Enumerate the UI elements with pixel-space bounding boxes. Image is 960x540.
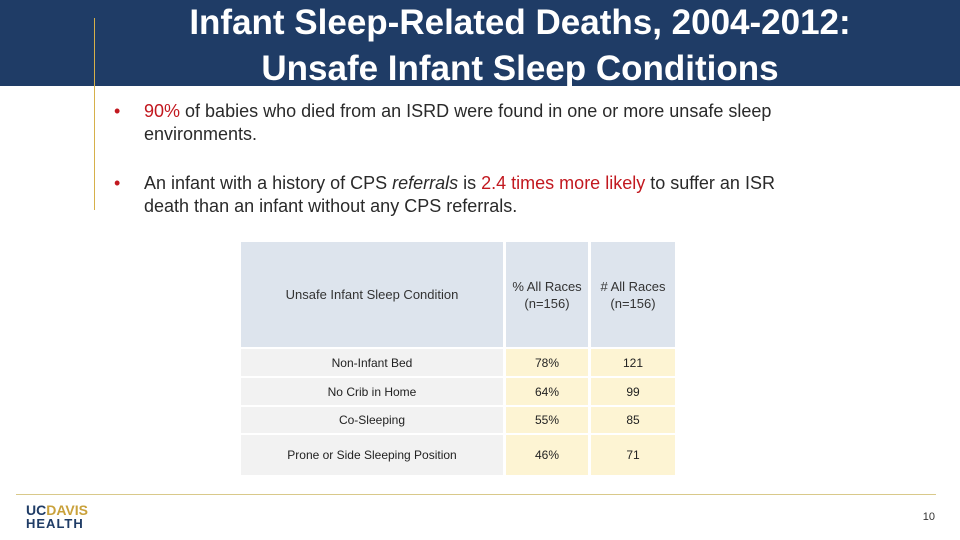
condition-cell: Co-Sleeping [241, 407, 503, 433]
uc-davis-health-logo [26, 504, 88, 530]
bullet-item [114, 100, 914, 146]
logo-uc: UC [26, 502, 47, 518]
footer-divider [16, 494, 936, 495]
header-condition: Unsafe Infant Sleep Condition [241, 242, 503, 347]
count-cell: 121 [591, 349, 675, 376]
italic-text: referrals [392, 173, 459, 193]
percent-cell: 55% [506, 407, 588, 433]
highlight-text: 90% [144, 101, 181, 121]
percent-cell: 64% [506, 378, 588, 405]
percent-cell: 46% [506, 435, 588, 475]
bullet-text: environments. [144, 124, 258, 144]
header-percent [506, 242, 588, 347]
page-number: 10 [922, 511, 935, 523]
bullet-text: of babies who died from an ISRD were found in one or more unsafe sleep [180, 101, 772, 121]
sleep-conditions-table [238, 240, 678, 477]
bullet-text: to suffer an ISR [645, 173, 775, 193]
count-cell: 71 [591, 435, 675, 475]
table-row [241, 407, 675, 433]
bullet-text: death than an infant without any CPS referrals. [144, 196, 518, 216]
table-header-row [241, 242, 675, 347]
accent-divider [94, 18, 95, 210]
logo-health: HEALTH [26, 516, 84, 531]
slide-title-line-2: Unsafe Infant Sleep Conditions [261, 49, 779, 88]
bullet-list [114, 100, 914, 218]
bullet-text: An infant with a history of CPS [144, 173, 393, 193]
bullet-marker: • [114, 173, 121, 193]
slide-title [120, 0, 920, 92]
condition-cell: Non-Infant Bed [241, 349, 503, 376]
count-cell: 85 [591, 407, 675, 433]
condition-cell: Prone or Side Sleeping Position [241, 435, 503, 475]
header-percent-label: % All Races (n=156) [512, 278, 582, 311]
bullet-text: is [458, 173, 482, 193]
highlight-text: 2.4 times more likely [481, 173, 646, 193]
bullet-marker: • [114, 101, 121, 121]
logo-davis: DAVIS [46, 502, 88, 518]
slide-title-line-1: Infant Sleep-Related Deaths, 2004-2012: [189, 3, 851, 42]
percent-cell: 78% [506, 349, 588, 376]
header-count-label: # All Races (n=156) [600, 278, 666, 311]
table-row [241, 349, 675, 376]
condition-cell: No Crib in Home [241, 378, 503, 405]
table-row [241, 378, 675, 405]
header-count [591, 242, 675, 347]
bullet-item [114, 172, 914, 218]
count-cell: 99 [591, 378, 675, 405]
table-row [241, 435, 675, 475]
